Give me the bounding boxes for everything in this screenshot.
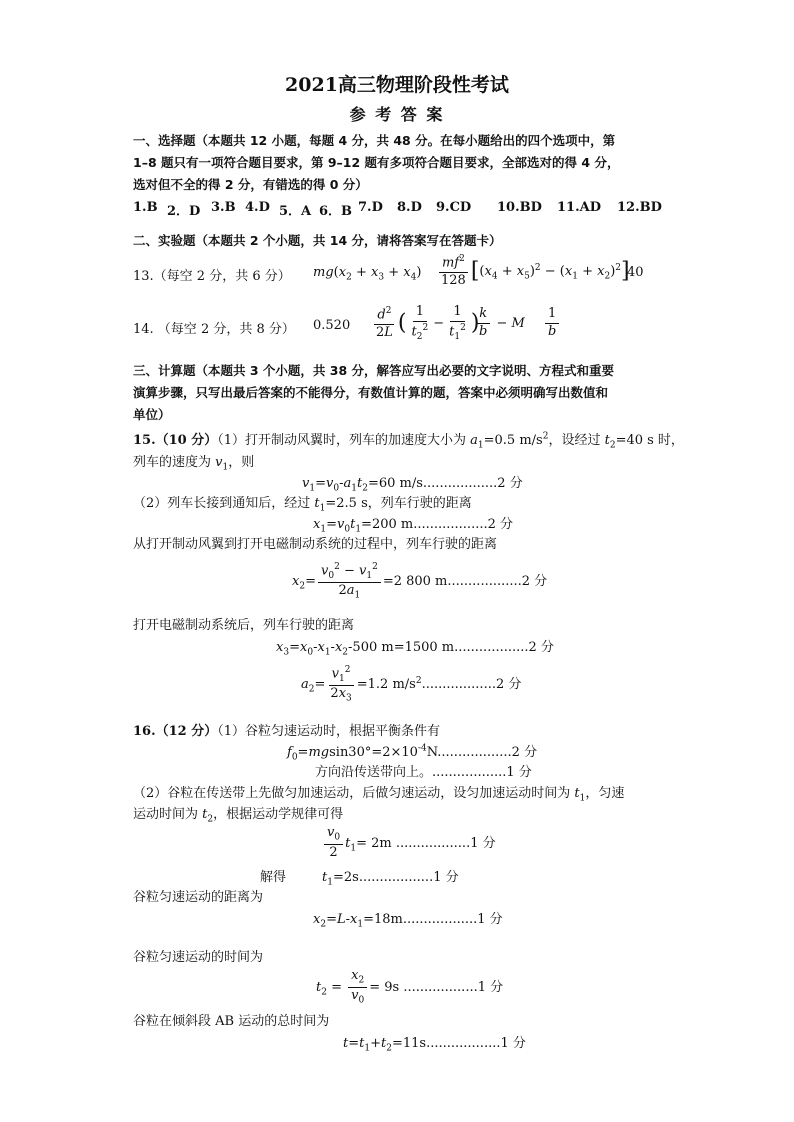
page-title: 2021高三物理阶段性考试	[285, 74, 509, 96]
q16-line6: 谷粒在倾斜段 AB 运动的总时间为	[133, 1014, 330, 1029]
q16-eq1c: 方向沿传送带向上。..................1 分	[315, 765, 532, 780]
page-subtitle: 参 考 答 案	[349, 105, 445, 124]
q14-answer3: $\frac{k}{b}$ − M	[474, 307, 525, 340]
section1-line2: 1–8 题只有一项符合题目要求，第 9–12 题有多项符合题目要求，全部选对的得 4 分，	[133, 155, 620, 170]
q16-line3: 运动时间为 $t_2$，根据运动学规律可得	[133, 807, 344, 825]
q13-answer3: 40	[627, 265, 644, 280]
section1-line3: 选对但不全的得 2 分，有错选的得 0 分）	[133, 177, 368, 192]
q16-eq3: 解得 $t_1=2s..................1$ 分	[260, 870, 459, 888]
q16-eq6: $t=t_1+t_2=11s..................1$ 分	[343, 1036, 526, 1054]
q15-label: 15.（10 分）	[133, 433, 218, 448]
q16-line1: 16.（12 分）（1）谷粒匀速运动时，根据平衡条件有	[133, 724, 441, 739]
answer-10: 10.BD	[497, 200, 542, 215]
q14-answer2: $\frac{d^2}{2L}$ ( $\frac{1}{t_2^2}$ − $\frac{1}{t_1^2}$ )	[376, 304, 480, 342]
q15-eq4: $x_3=x_0-x_1-x_2-500$ m=1500 m..................2 分	[276, 640, 554, 658]
q16-eq5: $t_2$ = $\frac{x_2}{v_0}$ = 9s ..................1 分	[316, 968, 504, 1006]
q14-answer4: $\frac{1}{b}$	[543, 307, 561, 340]
answer-7: 7.D	[358, 200, 383, 215]
q13-answer1: $mg(x_2 + x_3 + x_4)$	[313, 265, 422, 283]
q15-line3: （2）列车长接到通知后，经过 $t_1=2.5$ s，列车行驶的距离	[133, 496, 472, 514]
q13-answer2: $\frac{mf^2}{128}$ $[(x_4 + x_5)^2 - (x_1 + x_2)^2]$	[436, 254, 630, 289]
q16-label: 16.（12 分）	[133, 724, 218, 739]
q15-eq3: $x_2=$ $\frac{v_0^2 - v_1^2}{2a_1}$ =2 800 m..................2 分	[292, 562, 548, 601]
q16-eq4: $x_2=L-x_1=18m..................1$ 分	[313, 912, 503, 930]
answer-12: 12.BD	[617, 200, 662, 215]
answer-9: 9.CD	[436, 200, 472, 215]
q14-label: 14. （每空 2 分，共 8 分）	[133, 322, 295, 337]
section3-line1: 三、计算题（本题共 3 个小题，共 38 分，解答应写出必要的文字说明、方程式和重要	[133, 363, 615, 378]
q15-eq5: $a_2=$ $\frac{v_1^2}{2x_3}$ =1.2 $m/s^2..................2$ 分	[301, 665, 522, 704]
q15-line5: 打开电磁制动系统后，列车行驶的距离	[133, 618, 355, 633]
answer-1: 1.B	[133, 200, 158, 215]
q15-line1: 15.（10 分）（1）打开制动风翼时，列车的加速度大小为 $a_1=0.5$ $m/s^2$，设经过 $t_2=40$ s 时，	[133, 431, 684, 451]
q15-eq2: $x_1=v_0t_1=200$ m..................2 分	[313, 517, 513, 535]
answer-2: 2．D	[167, 204, 201, 219]
section2-header: 二、实验题（本题共 2 个小题，共 14 分，请将答案写在答题卡）	[133, 233, 502, 248]
section3-line3: 单位）	[133, 407, 171, 422]
q15-line2: 列车的速度为 $v_1$，则	[133, 455, 255, 473]
q15-eq1: $v_1=v_0-a_1t_2=60$ m/s..................2 分	[302, 476, 523, 494]
answer-3: 3.B	[211, 200, 236, 215]
q16-line4: 谷粒匀速运动的距离为	[133, 890, 264, 905]
section1-line1: 一、选择题（本题共 12 小题，每题 4 分，共 48 分。在每小题给出的四个选项中，第	[133, 133, 616, 148]
section3-line2: 演算步骤，只写出最后答案的不能得分，有数值计算的题，答案中必须明确写出数值和	[133, 385, 609, 400]
answer-5: 5．A	[279, 204, 312, 219]
q15-line4: 从打开制动风翼到打开电磁制动系统的过程中，列车行驶的距离	[133, 537, 498, 552]
q16-line5: 谷粒匀速运动的时间为	[133, 950, 264, 965]
q16-eq1: $f_0=mgsin30^\circ=2\times 10^{-4}N..................2$ 分	[287, 743, 538, 763]
q16-line2: （2）谷粒在传送带上先做匀加速运动，后做匀速运动，设匀加速运动时间为 $t_1$，匀速	[133, 786, 625, 804]
answer-4: 4.D	[245, 200, 270, 215]
answer-8: 8.D	[397, 200, 422, 215]
answer-6: 6．B	[319, 204, 353, 219]
answer-11: 11.AD	[557, 200, 601, 215]
q14-answer1: 0.520	[313, 318, 351, 333]
q16-eq2: $\frac{v_0}{2}$ $t_1= 2m$ ..................1 分	[322, 826, 496, 861]
q13-label: 13.（每空 2 分，共 6 分）	[133, 269, 291, 284]
